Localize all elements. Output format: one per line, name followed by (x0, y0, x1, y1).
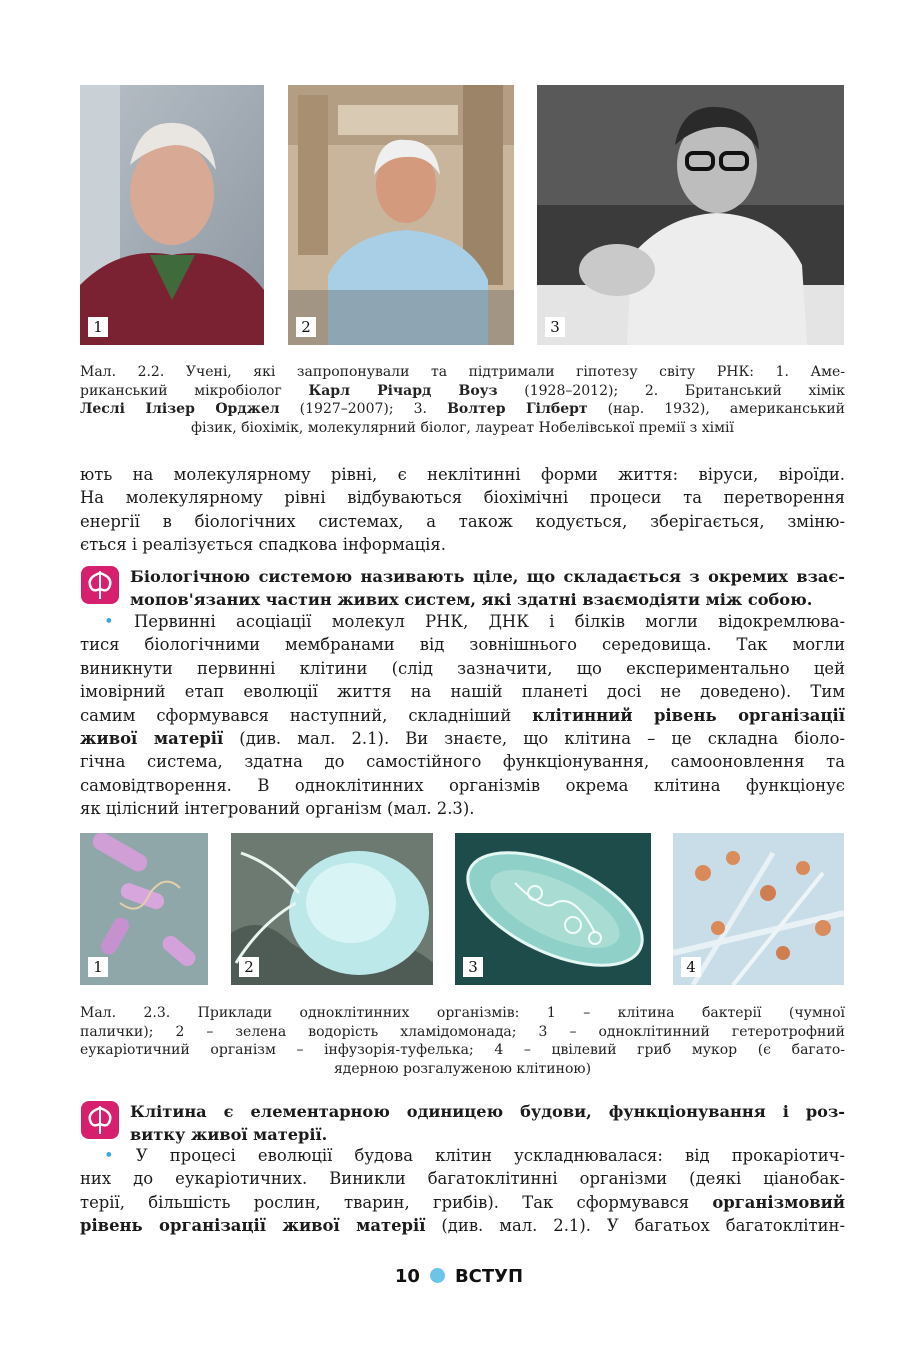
text-line: імовірний етап еволюції життя на нашій планеті досі не доведено). Тим (80, 682, 845, 702)
page-number: 10 (394, 1266, 420, 1287)
photo-paramecium (455, 833, 651, 985)
photo-chlamydomonas (231, 833, 433, 985)
text-line: тися біологічними мембранами від зовнішнього середовища. Так могли (80, 635, 845, 655)
definition-line: мопов'язаних частин живих систем, які здатні взаємодіяти між собою. (130, 590, 813, 610)
bullet-icon: • (104, 1146, 114, 1165)
caption-line: фізик, біохімік, молекулярний біолог, лауреат Нобелівської премії з хімії (191, 419, 734, 436)
definition-line: витку живої матерії. (130, 1125, 328, 1145)
text-span: самим сформувався наступний, складніший (80, 705, 533, 725)
text-line (80, 1191, 845, 1214)
text-line: них до еукаріотичних. Виникли багатоклітинні організми (деякі ціанобак- (80, 1169, 845, 1189)
page-footer (0, 1266, 918, 1287)
paragraph-molecular-level (80, 463, 845, 557)
text-span: терії, більшість рослин, тварин, грибів). Так сформувався (80, 1192, 713, 1212)
definition-biological-system (130, 565, 845, 612)
caption-line: ядерною розгалуженою клітиною) (333, 1060, 592, 1077)
photo-number: 3 (545, 317, 565, 337)
photo-number: 2 (239, 957, 259, 977)
definition-cell (130, 1100, 845, 1147)
definition-line: Клітина є елементарною одиницею будови, функціонування і роз- (130, 1102, 845, 1121)
photo-orgel (288, 85, 514, 345)
photo-number: 2 (296, 317, 316, 337)
text-line (80, 704, 845, 727)
footer-dot-icon (430, 1268, 445, 1283)
text-span: У процесі еволюції будова клітин ускладнювалася: від прокаріотич- (113, 1146, 845, 1165)
text-line: На молекулярному рівні відбуваються біохімічні процеси та перетворення (80, 488, 845, 508)
photo-number: 1 (88, 957, 108, 977)
text-line: ють на молекулярному рівні, є неклітинні форми життя: віруси, віроїди. (80, 465, 845, 484)
photo-bacteria (80, 833, 208, 985)
photo-gilbert (537, 85, 844, 345)
text-span: Первинні асоціації молекул РНК, ДНК і білків могли відокремлюва- (113, 612, 845, 631)
photo-mucor (673, 833, 844, 985)
section-title: ВСТУП (454, 1266, 524, 1287)
paragraph-cellular-level (80, 610, 845, 821)
text-line (80, 727, 845, 750)
caption-text: (1927–2007); 3. (279, 401, 448, 417)
caption-text: риканський мікробіолог (80, 382, 309, 399)
key-term: живої матерії (80, 729, 224, 749)
key-term: клітинний рівень організації (532, 705, 845, 725)
bullet-icon: • (104, 612, 114, 631)
text-line: як цілісний інтегрований організм (мал. 2.3). (80, 799, 475, 819)
figure-caption-2-2 (80, 363, 845, 437)
caption-line: еукаріотичний організм – інфузорія-туфелька; 4 – цвілевий гриб мукор (є багато- (80, 1042, 845, 1058)
caption-text: (нар. 1932), американський (587, 401, 845, 417)
photo-number: 3 (463, 957, 483, 977)
definition-icon (80, 565, 120, 605)
text-line (80, 610, 845, 633)
key-term: рівень організації живої матерії (80, 1216, 426, 1236)
caption-line: палички); 2 – зелена водорість хламідомонада; 3 – одноклітинний гетеротрофний (80, 1023, 845, 1040)
text-span: (див. мал. 2.1). У багатьох багатоклітин- (425, 1216, 845, 1236)
paragraph-organism-level (80, 1144, 845, 1238)
caption-line (80, 400, 845, 419)
caption-text: (1928–2012); 2. Британський хімік (497, 382, 845, 399)
definition-icon (80, 1100, 120, 1140)
text-line: енергії в біологічних системах, а також кодується, зберігається, зміню- (80, 511, 845, 531)
text-span: (див. мал. 2.1). Ви знаєте, що клітина – це складна біоло- (223, 729, 845, 749)
scientist-name: Карл Річард Воуз (308, 382, 498, 399)
photo-woese (80, 85, 264, 345)
text-line: виникнути первинні клітини (слід зазначити, що експериментально цей (80, 658, 845, 678)
caption-line: Мал. 2.3. Приклади одноклітинних організмів: 1 – клітина бактерії (чумної (80, 1005, 845, 1021)
scientist-name: Волтер Гілберт (447, 401, 588, 417)
photo-number: 1 (88, 317, 108, 337)
figure-caption-2-3 (80, 1004, 845, 1078)
scientist-name: Леслі Ілізер Орджел (80, 401, 280, 417)
photo-number: 4 (681, 957, 701, 977)
definition-line: Біологічною системою називають ціле, що складається з окремих взає- (130, 567, 845, 586)
text-line: ється і реалізується спадкова інформація. (80, 535, 446, 555)
text-line (80, 1214, 845, 1237)
text-line: самовідтворення. В одноклітинних організмів окрема клітина функціонує (80, 775, 845, 795)
caption-line: Мал. 2.2. Учені, які запропонували та підтримали гіпотезу світу РНК: 1. Аме- (80, 364, 845, 380)
text-line (80, 1144, 845, 1167)
key-term: організмовий (712, 1192, 845, 1212)
text-line: гічна система, здатна до самостійного функціонування, самооновлення та (80, 752, 845, 772)
caption-line (80, 382, 845, 401)
